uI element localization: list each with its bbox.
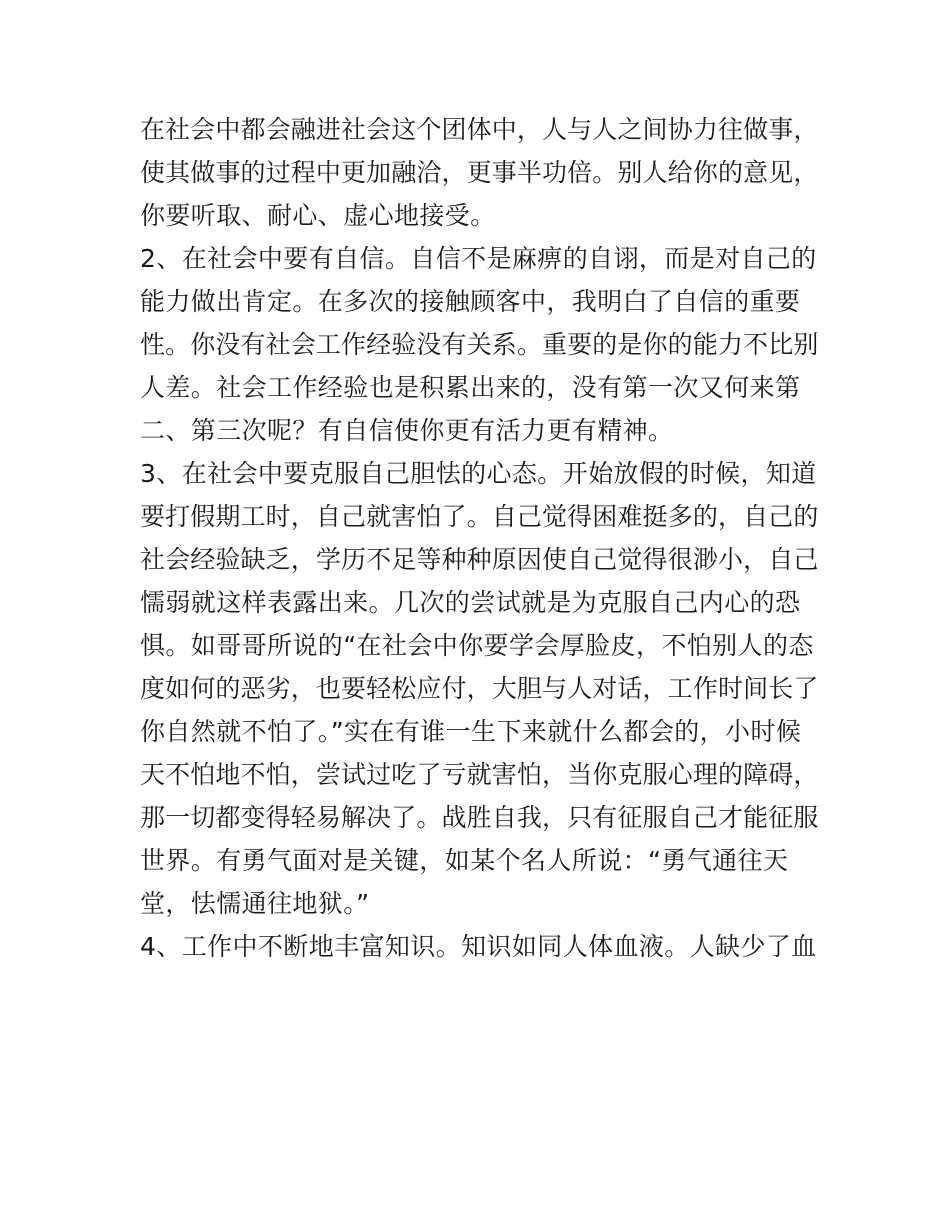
text-line: 社会经验缺乏，学历不足等种种原因使自己觉得很渺小，自己 <box>140 545 819 574</box>
text-line: 天不怕地不怕，尝试过吃了亏就害怕，当你克服心理的障碍， <box>140 760 819 789</box>
text-line: 2、在社会中要有自信。自信不是麻痹的自诩，而是对自己的 <box>140 244 817 273</box>
text-line: 惧。如哥哥所说的“在社会中你要学会厚脸皮，不怕别人的态 <box>140 631 814 660</box>
text-line: 4、工作中不断地丰富知识。知识如同人体血液。人缺少了血 <box>140 932 817 961</box>
text-line: 懦弱就这样表露出来。几次的尝试就是为克服自己内心的恐 <box>140 588 801 617</box>
text-line: 3、在社会中要克服自己胆怯的心态。开始放假的时候，知道 <box>140 459 817 488</box>
text-line: 性。你没有社会工作经验没有关系。重要的是你的能力不比别 <box>140 330 819 359</box>
text-line: 在社会中都会融进社会这个团体中，人与人之间协力往做事， <box>140 115 819 144</box>
text-line: 使其做事的过程中更加融洽，更事半功倍。别人给你的意见， <box>140 158 819 187</box>
text-line: 你自然就不怕了。”实在有谁一生下来就什么都会的，小时候 <box>140 717 802 746</box>
text-line: 能力做出肯定。在多次的接触顾客中，我明白了自信的重要 <box>140 287 801 316</box>
text-line: 你要听取、耐心、虚心地接受。 <box>140 201 496 230</box>
text-line: 人差。社会工作经验也是积累出来的，没有第一次又何来第 <box>140 373 801 402</box>
text-line: 那一切都变得轻易解决了。战胜自我，只有征服自己才能征服 <box>140 803 819 832</box>
text-line: 堂，怯懦通往地狱。” <box>140 889 370 918</box>
text-line: 世界。有勇气面对是关键，如某个名人所说：“勇气通往天 <box>140 846 789 875</box>
text-line: 要打假期工时，自己就害怕了。自己觉得困难挺多的，自己的 <box>140 502 819 531</box>
text-line: 度如何的恶劣，也要轻松应付，大胆与人对话，工作时间长了 <box>140 674 819 703</box>
text-line: 二、第三次呢？有自信使你更有活力更有精神。 <box>140 416 674 445</box>
body-text <box>140 108 820 968</box>
